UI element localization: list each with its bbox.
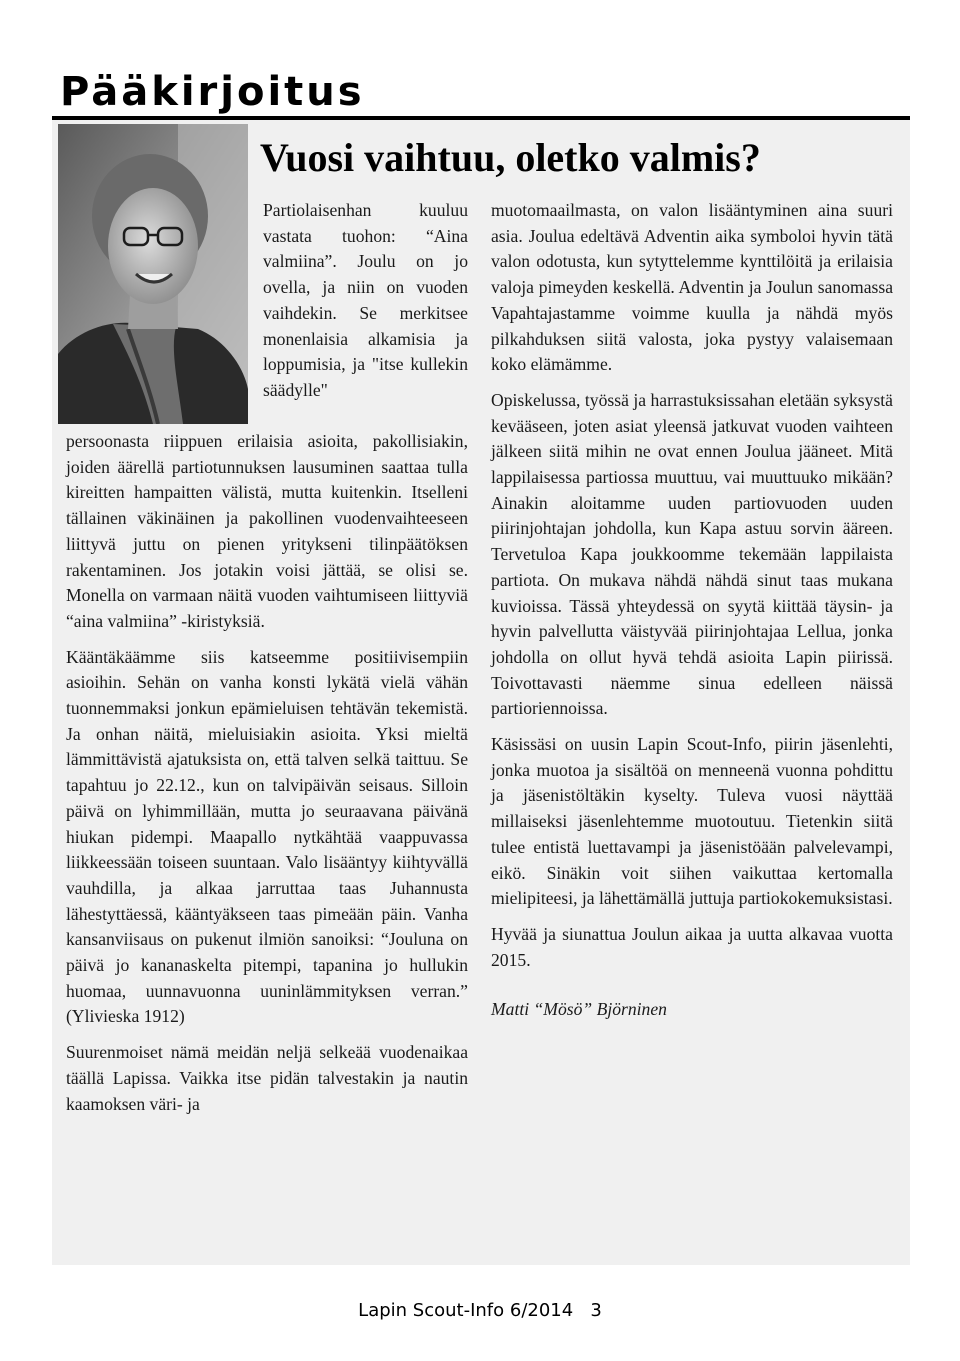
right-column <box>491 198 893 1033</box>
article-headline: Vuosi vaihtuu, oletko valmis? <box>260 135 761 180</box>
left-column <box>66 429 468 1127</box>
paragraph-5: Opiskelussa, työssä ja harrastuksissahan eletään syksystä kevääseen, joten asiat yleensä jatkuvat vuoden vaihteen jälkeen siitä mihin ne ovat ennen Joulua jääneet. Mitä lappilaisessa partiossa muuttuu, vai muuttuuko mikään? Ainakin aloitamme uuden partiovuoden uuden piirinjohtajan johdolla, kun Kapa astuu sorvin ääreen. Tervetuloa Kapa joukkoomme tekemään lappilaista partiota. On mukava nähdä nähdä sinut taas mukana kuvioissa. Tässä yhteydessä on syytä kiittää täysin- ja hyvin palvellutta väistyvää piirinjohtajaa Lellua, jonka johdolla on ollut hyvä tehdä asioita Lapin piirissä. Toivottavasti näemme sinua edelleen näissä partioriennoissa. <box>491 389 893 719</box>
paragraph-4: muotomaailmasta, on valon lisääntyminen aina suuri asia. Joulua edeltävä Adventin aika symboloi hyvin tätä valon odotusta, kun sytyttelemme kynttilöitä ja erilaisia valoja pimeyden keskellä. Adventin ja Joulun sanomassa Vapahtajastamme voimme kuulla ja nähdä myös pilkahduksen siitä valosta, joka pystyy valaisemaan koko elämämme. <box>491 200 893 375</box>
intro-paragraph-start: Partiolaisenhan kuuluu vastata tuohon: “Aina valmiina”. Joulu on jo ovella, ja niin on vuoden vaihdekin. Se merkitsee monenlaisia alkamisia ja loppumisia, ja "itse kullekin säädylle" <box>263 200 468 400</box>
portrait-photo <box>58 124 248 424</box>
portrait-photo-icon <box>58 124 248 424</box>
paragraph-6: Käsissäsi on uusin Lapin Scout-Info, piirin jäsenlehti, jonka muotoa ja sisältöä on menneenä vuonna pohdittu ja jäsenistöltäkin kyselty. Tuleva vuosi näyttää millaiseksi jäsenlehtemme muotoutuu. Tietenkin siitä tulee entistä luettavampi ja jäsenistöään palvelevampi, eikö. Sinäkin voit siihen vaikuttaa kertomalla mielipiteesi, ja lähettämällä juttuja partiokokemuksistasi. <box>491 734 893 909</box>
paragraph-2: Kääntäkäämme siis katseemme positiivisempiin asioihin. Sehän on vanha konsti lykätä vielä vähän tuonnemmaksi jonkun epämieluisen tehtävän tekemistä. Ja onhan näitä, mieluisiakin asioita. Yksi mieltä lämmittävistä ajatuksista on, että talven selkä taittuu. Se tapahtuu jo 22.12., kun on talvipäivän seisaus. Silloin päivä on lyhimmillään, mutta jo seuraavana päivänä hiukan pidempi. Maapallo nytkähtää vaappuvassa liikkeessään toiseen suuntaan. Valo lisääntyy kiihtyvällä vauhdilla, ja alkaa jarruttaa taas Juhannusta lähestyttäessä, kääntyäkseen taas pimeään päin. Vanha kansanviisaus on pukenut ilmiön sanoiksi: “Jouluna on päivä jo kananaskelta pitempi, tapanina jo hullukin huomaa, uunnavuonna uuninlämmityksen verran.” (Ylivieska 1912) <box>66 646 468 1027</box>
author-signature: Matti “Mösö” Björninen <box>491 999 667 1020</box>
intro-paragraph-continued: persoonasta riippuen erilaisia asioita, pakollisiakin, joiden äärellä partiotunnuksen lausuminen saattaa tulla kireitten hampaitten välistä, mutta kuitenkin. Itselleni tällainen väkinäinen ja pakollinen vuodenvaihteeseen liittyvä juttu on pienen yritykseni tilinpäätöksen rakentaminen. Jos jotakin voisi jättää, se olisi se. Monella on varmaan näitä vuoden vaihtumiseen liittyviä “aina valmiina” -kiristyksiä. <box>66 431 468 631</box>
intro-wrap-column <box>263 198 468 404</box>
paragraph-7: Hyvää ja siunattua Joulun aikaa ja uutta alkavaa vuotta 2015. <box>491 923 893 970</box>
page-footer: Lapin Scout-Info 6/2014 3 <box>358 1300 602 1321</box>
section-title: Pääkirjoitus <box>60 69 365 115</box>
paragraph-3: Suurenmoiset nämä meidän neljä selkeää vuodenaikaa täällä Lapissa. Vaikka itse pidän talvestakin ja nautin kaamoksen väri- ja <box>66 1042 468 1114</box>
